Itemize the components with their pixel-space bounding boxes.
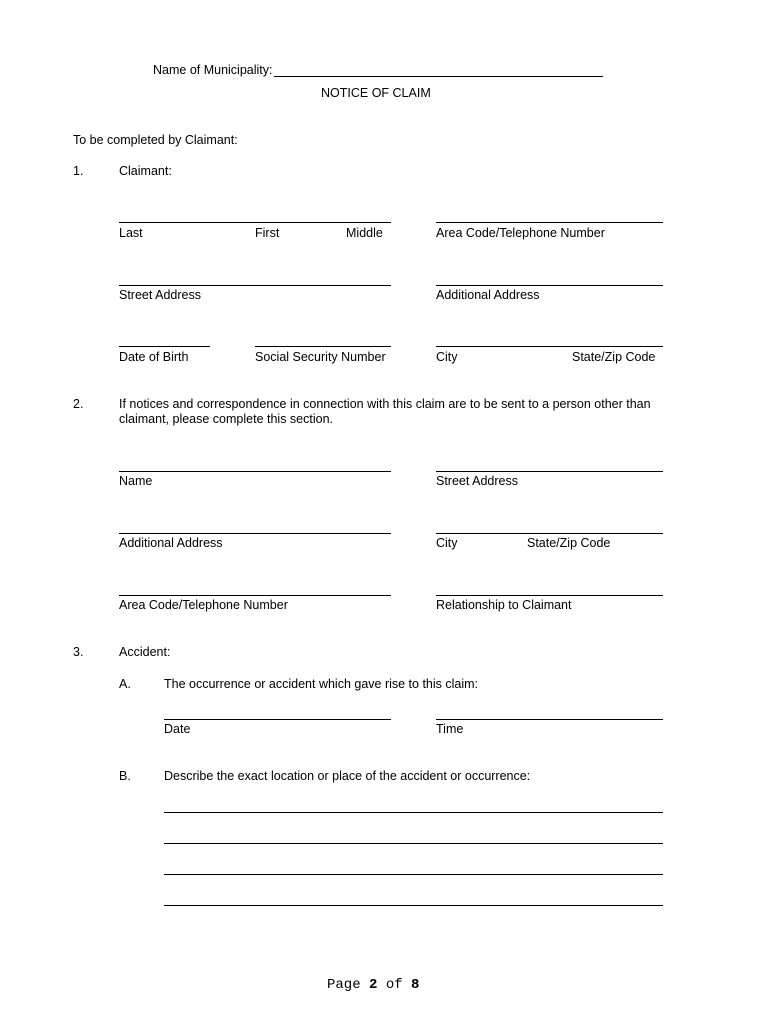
claimant-last-label: Last [119, 226, 143, 240]
section3b-letter: B. [119, 769, 131, 783]
rep-additional-line[interactable] [119, 533, 391, 534]
claimant-name-line[interactable] [119, 222, 391, 223]
accident-time-label: Time [436, 722, 464, 736]
location-line-3[interactable] [164, 874, 663, 875]
rep-phone-line[interactable] [119, 595, 391, 596]
claimant-dob-label: Date of Birth [119, 350, 189, 364]
claimant-dob-line[interactable] [119, 346, 210, 347]
section3-heading: Accident: [119, 645, 171, 659]
section3-number: 3. [73, 645, 84, 659]
section1-number: 1. [73, 164, 84, 178]
rep-name-label: Name [119, 474, 153, 488]
section2-text-line1: If notices and correspondence in connection with this claim are to be sent to a person other than [119, 397, 651, 411]
claimant-city-line[interactable] [436, 346, 663, 347]
claimant-phone-label: Area Code/Telephone Number [436, 226, 605, 240]
claimant-additional-line[interactable] [436, 285, 663, 286]
claimant-phone-line[interactable] [436, 222, 663, 223]
section3a-text: The occurrence or accident which gave rise to this claim: [164, 677, 479, 691]
section1-heading: Claimant: [119, 164, 172, 178]
claimant-city-label: City [436, 350, 458, 364]
location-line-2[interactable] [164, 843, 663, 844]
accident-date-label: Date [164, 722, 191, 736]
rep-street-line[interactable] [436, 471, 663, 472]
claimant-additional-label: Additional Address [436, 288, 540, 302]
location-line-1[interactable] [164, 812, 663, 813]
of-word: of [385, 977, 403, 993]
rep-additional-label: Additional Address [119, 536, 223, 550]
rep-relationship-line[interactable] [436, 595, 663, 596]
claimant-statezip-label: State/Zip Code [572, 350, 656, 364]
rep-phone-label: Area Code/Telephone Number [119, 598, 288, 612]
municipality-input-line[interactable] [274, 76, 603, 77]
section2-number: 2. [73, 397, 84, 411]
claimant-street-label: Street Address [119, 288, 201, 302]
intro-text: To be completed by Claimant: [73, 133, 238, 147]
claimant-street-line[interactable] [119, 285, 391, 286]
claimant-ssn-line[interactable] [255, 346, 391, 347]
accident-date-line[interactable] [164, 719, 391, 720]
claimant-ssn-label: Social Security Number [255, 350, 386, 364]
location-line-4[interactable] [164, 905, 663, 906]
rep-street-label: Street Address [436, 474, 518, 488]
municipality-label: Name of Municipality: [153, 63, 273, 77]
accident-time-line[interactable] [436, 719, 663, 720]
claimant-first-label: First [255, 226, 280, 240]
section3a-letter: A. [119, 677, 131, 691]
page-total: 8 [411, 977, 420, 993]
rep-city-label: City [436, 536, 458, 550]
rep-relationship-label: Relationship to Claimant [436, 598, 572, 612]
page-word: Page [327, 977, 361, 993]
claimant-middle-label: Middle [346, 226, 383, 240]
rep-statezip-label: State/Zip Code [527, 536, 611, 550]
rep-name-line[interactable] [119, 471, 391, 472]
page-indicator [327, 977, 419, 993]
section2-text-line2: claimant, please complete this section. [119, 412, 333, 426]
section3b-text: Describe the exact location or place of the accident or occurrence: [164, 769, 531, 783]
rep-city-line[interactable] [436, 533, 663, 534]
form-title: NOTICE OF CLAIM [321, 86, 431, 100]
page-current: 2 [369, 977, 378, 993]
